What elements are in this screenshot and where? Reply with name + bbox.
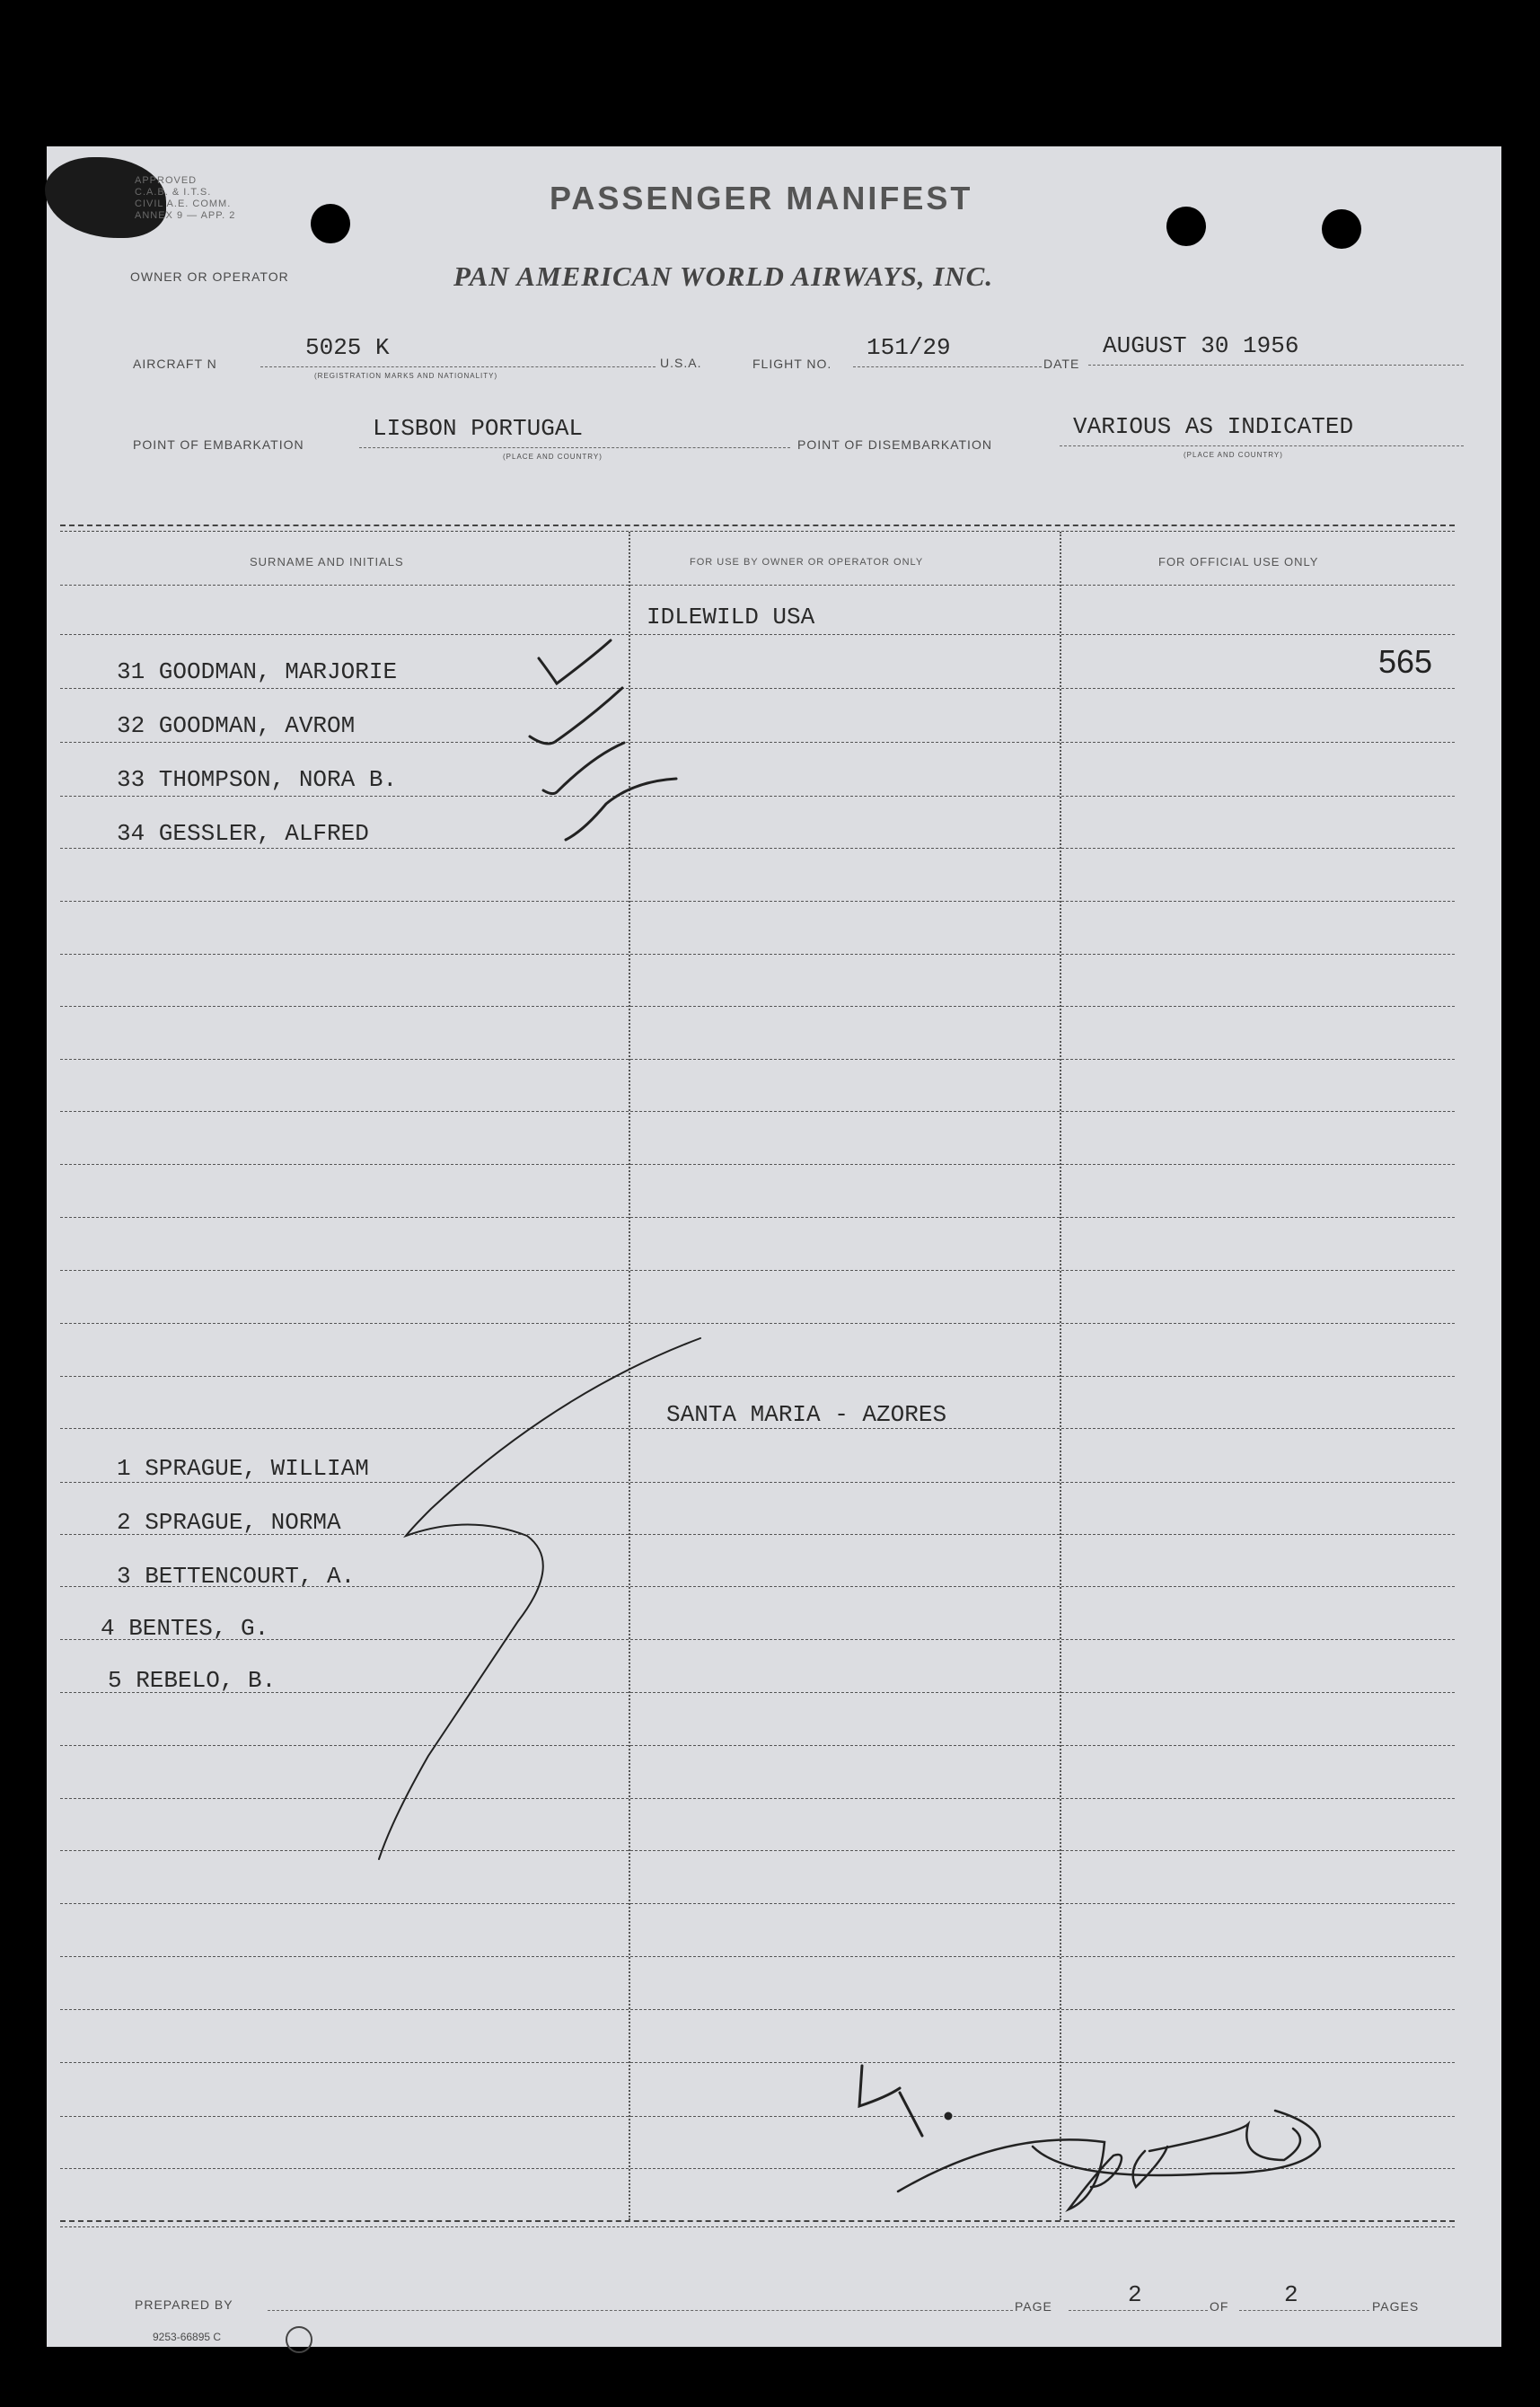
usa-label: U.S.A.	[660, 356, 702, 370]
registration-note: (REGISTRATION MARKS AND NATIONALITY)	[314, 372, 498, 380]
passenger-row: 34 GESSLER, ALFRED	[117, 820, 369, 847]
passenger-row: 31 GOODMAN, MARJORIE	[117, 658, 398, 685]
aircraft-value: 5025 K	[305, 334, 390, 361]
operator-header: FOR USE BY OWNER OR OPERATOR ONLY	[690, 557, 924, 568]
passenger-row: 32 GOODMAN, AVROM	[117, 712, 356, 739]
embarkation-value: LISBON PORTUGAL	[373, 415, 584, 442]
date-value: AUGUST 30 1956	[1103, 332, 1299, 359]
page-total: 2	[1284, 2281, 1298, 2308]
passenger-row: 4 BENTES, G.	[101, 1615, 269, 1642]
place-note-embarkation: (PLACE AND COUNTRY)	[503, 453, 603, 461]
page-number: 2	[1128, 2281, 1142, 2308]
check-mark-icon	[539, 640, 611, 683]
flight-label: FLIGHT NO.	[752, 357, 832, 371]
bracket-mark-icon	[379, 1338, 700, 1859]
place-note-disembarkation: (PLACE AND COUNTRY)	[1184, 451, 1283, 459]
official-header: FOR OFFICIAL USE ONLY	[1158, 555, 1319, 569]
union-bug-icon	[286, 2326, 312, 2353]
prepared-by-label: PREPARED BY	[135, 2297, 233, 2312]
form-number: 9253-66895 C	[153, 2331, 222, 2343]
disembarkation-value: VARIOUS AS INDICATED	[1073, 413, 1354, 440]
passenger-row: 33 THOMPSON, NORA B.	[117, 766, 398, 793]
of-label: OF	[1210, 2299, 1229, 2314]
date-label: DATE	[1043, 357, 1080, 371]
surname-header: SURNAME AND INITIALS	[250, 555, 404, 569]
aircraft-label: AIRCRAFT N	[133, 357, 217, 371]
owner-label: OWNER OR OPERATOR	[130, 269, 289, 284]
check-mark-icon	[530, 688, 622, 744]
airline-name: PAN AMERICAN WORLD AIRWAYS, INC.	[453, 260, 994, 292]
passenger-row: 5 REBELO, B.	[108, 1667, 277, 1694]
passenger-row: 1 SPRAGUE, WILLIAM	[117, 1455, 369, 1482]
official-number: 565	[1378, 643, 1433, 680]
page-label: PAGE	[1015, 2299, 1052, 2314]
embarkation-label: POINT OF EMBARKATION	[133, 437, 304, 452]
stamp-line: APPROVED	[135, 175, 198, 186]
destination-santa-maria: SANTA MARIA - AZORES	[666, 1401, 947, 1428]
stamp-line: C.A.B. & I.T.S.	[135, 187, 212, 198]
passenger-row: 2 SPRAGUE, NORMA	[117, 1509, 341, 1536]
number-mark-icon	[859, 2066, 922, 2136]
stamp-line: ANNEX 9 — APP. 2	[135, 210, 236, 221]
disembarkation-label: POINT OF DISEMBARKATION	[797, 437, 992, 452]
flight-value: 151/29	[867, 334, 951, 361]
form-title: PASSENGER MANIFEST	[550, 180, 973, 216]
pages-label: PAGES	[1372, 2299, 1420, 2314]
signature-icon	[898, 2111, 1320, 2209]
destination-idlewild: IDLEWILD USA	[647, 604, 815, 630]
check-mark-icon	[543, 743, 624, 794]
passenger-row: 3 BETTENCOURT, A.	[117, 1563, 356, 1590]
stamp-line: CIVIL A.E. COMM.	[135, 198, 232, 209]
check-mark-icon	[566, 779, 676, 840]
